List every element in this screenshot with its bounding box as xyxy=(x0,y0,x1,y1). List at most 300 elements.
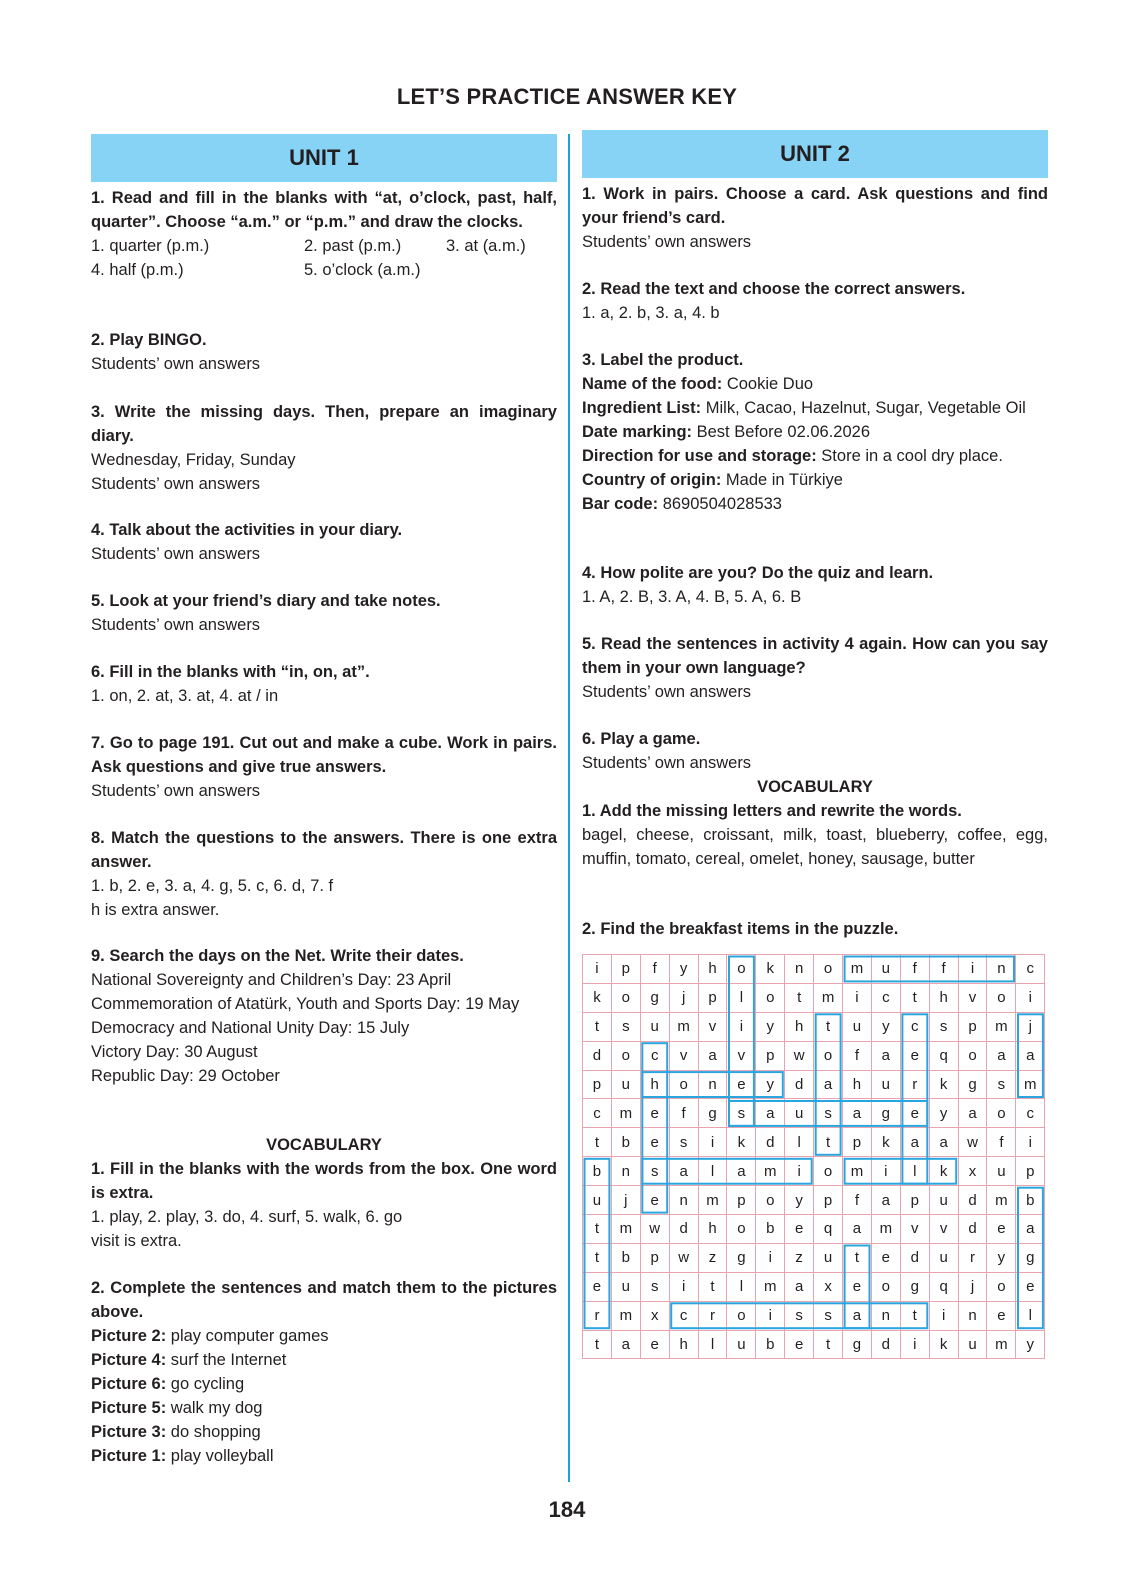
puzzle-cell: g xyxy=(900,1272,929,1301)
picture-line xyxy=(91,1396,557,1420)
puzzle-cell: e xyxy=(871,1243,900,1272)
puzzle-cell: h xyxy=(843,1070,872,1099)
puzzle-cell: o xyxy=(814,955,843,984)
answer-text: Students’ own answers xyxy=(91,355,261,373)
puzzle-cell: t xyxy=(843,1243,872,1272)
unit2-q2 xyxy=(582,277,1048,325)
highlight-bagel xyxy=(1018,1188,1043,1329)
puzzle-cell: k xyxy=(929,1070,958,1099)
puzzle-cell: l xyxy=(900,1157,929,1186)
puzzle-cell: y xyxy=(871,1012,900,1041)
page-title: LET’S PRACTICE ANSWER KEY xyxy=(396,84,738,109)
puzzle-cell: w xyxy=(958,1128,987,1157)
puzzle-cell: s xyxy=(727,1099,756,1128)
puzzle-cell: m xyxy=(611,1099,640,1128)
puzzle-cell: s xyxy=(814,1099,843,1128)
puzzle-cell: v xyxy=(929,1215,958,1244)
puzzle-cell: c xyxy=(1016,1099,1045,1128)
puzzle-cell: n xyxy=(987,955,1016,984)
puzzle-cell: j xyxy=(669,983,698,1012)
puzzle-cell: o xyxy=(958,1041,987,1070)
unit1-q7 xyxy=(91,731,557,803)
puzzle-cell: t xyxy=(814,1012,843,1041)
puzzle-cell: n xyxy=(669,1186,698,1215)
puzzle-cell: d xyxy=(669,1215,698,1244)
puzzle-cell: r xyxy=(900,1070,929,1099)
puzzle-cell: e xyxy=(640,1186,669,1215)
answer-text: Students’ own answers xyxy=(91,616,261,634)
puzzle-cell: g xyxy=(871,1099,900,1128)
puzzle-cell: e xyxy=(900,1099,929,1128)
puzzle-cell: b xyxy=(583,1157,612,1186)
unit1-q6 xyxy=(91,660,557,708)
puzzle-cell: c xyxy=(640,1041,669,1070)
puzzle-cell: p xyxy=(583,1070,612,1099)
puzzle-cell: u xyxy=(929,1243,958,1272)
puzzle-cell: s xyxy=(669,1128,698,1157)
puzzle-cell: t xyxy=(785,983,814,1012)
puzzle-cell: u xyxy=(727,1330,756,1359)
answer-item: 4. half (p.m.) xyxy=(91,261,184,279)
label-value: Cookie Duo xyxy=(722,375,814,393)
puzzle-cell: i xyxy=(756,1243,785,1272)
puzzle-cell: o xyxy=(727,1215,756,1244)
puzzle-cell: e xyxy=(640,1330,669,1359)
puzzle-cell: h xyxy=(669,1330,698,1359)
puzzle-cell: m xyxy=(756,1157,785,1186)
picture-label: Picture 3: xyxy=(91,1423,167,1441)
question-text: 4. How polite are you? Do the quiz and learn. xyxy=(582,564,934,582)
puzzle-cell: l xyxy=(727,1272,756,1301)
puzzle-cell: f xyxy=(843,1041,872,1070)
highlight-muffin xyxy=(845,957,1014,982)
puzzle-cell: p xyxy=(756,1041,785,1070)
puzzle-cell: a xyxy=(843,1301,872,1330)
puzzle-cell: i xyxy=(843,983,872,1012)
puzzle-cell: e xyxy=(640,1099,669,1128)
answer-item: 2. past (p.m.) xyxy=(304,237,402,255)
puzzle-cell: f xyxy=(929,955,958,984)
puzzle-cell: e xyxy=(785,1215,814,1244)
puzzle-cell: b xyxy=(611,1243,640,1272)
puzzle-cell: k xyxy=(929,1330,958,1359)
answer-text: Commemoration of Atatürk, Youth and Sports Day: 19 May xyxy=(91,995,520,1013)
puzzle-cell: f xyxy=(669,1099,698,1128)
highlight-croissant xyxy=(671,1303,927,1328)
unit2-q3 xyxy=(582,348,1048,516)
unit2-heading: UNIT 2 xyxy=(582,130,1048,178)
puzzle-cell: a xyxy=(1016,1041,1045,1070)
puzzle-cell: a xyxy=(1016,1215,1045,1244)
puzzle-cell: p xyxy=(900,1186,929,1215)
puzzle-cell: n xyxy=(871,1301,900,1330)
puzzle-cell: a xyxy=(611,1330,640,1359)
puzzle-cell: m xyxy=(611,1301,640,1330)
puzzle-cell: x xyxy=(640,1301,669,1330)
answer-text: Students’ own answers xyxy=(582,754,752,772)
puzzle-cell: j xyxy=(958,1272,987,1301)
question-text: 5. Read the sentences in activity 4 again. How can you say them in your own language? xyxy=(582,635,1048,677)
puzzle-cell: p xyxy=(1016,1157,1045,1186)
puzzle-cell: s xyxy=(929,1012,958,1041)
puzzle-cell: g xyxy=(698,1099,727,1128)
puzzle-cell: e xyxy=(583,1272,612,1301)
unit1-q8 xyxy=(91,826,557,922)
answer-text: 1. a, 2. b, 3. a, 4. b xyxy=(582,304,720,322)
puzzle-cell: i xyxy=(929,1301,958,1330)
label-value: Milk, Cacao, Hazelnut, Sugar, Vegetable Oil xyxy=(701,399,1026,417)
puzzle-cell: x xyxy=(814,1272,843,1301)
page-number: 184 xyxy=(548,1497,586,1522)
unit2-q4 xyxy=(582,561,1048,609)
puzzle-cell: u xyxy=(987,1157,1016,1186)
puzzle-cell: t xyxy=(814,1330,843,1359)
puzzle-cell: x xyxy=(958,1157,987,1186)
puzzle-cell: w xyxy=(669,1243,698,1272)
label-key: Name of the food: xyxy=(582,375,723,393)
puzzle-cell: u xyxy=(843,1012,872,1041)
puzzle-cell: a xyxy=(987,1041,1016,1070)
question-text: 7. Go to page 191. Cut out and make a cube. Work in pairs. Ask questions and give true answers. xyxy=(91,734,557,776)
puzzle-cell: d xyxy=(785,1070,814,1099)
puzzle-cell: l xyxy=(698,1157,727,1186)
puzzle-cell: b xyxy=(756,1215,785,1244)
unit1-q3 xyxy=(91,400,557,496)
puzzle-cell: w xyxy=(640,1215,669,1244)
picture-line xyxy=(91,1444,557,1468)
word-search-puzzle xyxy=(582,954,1048,1359)
picture-label: Picture 2: xyxy=(91,1327,167,1345)
answer-item: 1. quarter (p.m.) xyxy=(91,237,210,255)
label-line xyxy=(582,396,1048,420)
answer-text: 1. b, 2. e, 3. a, 4. g, 5. c, 6. d, 7. f xyxy=(91,877,334,895)
label-key: Bar code: xyxy=(582,495,659,513)
vocabulary-heading: VOCABULARY xyxy=(757,778,873,796)
puzzle-cell: b xyxy=(1016,1186,1045,1215)
question-text: 1. Fill in the blanks with the words from the box. One word is extra. xyxy=(91,1160,557,1202)
picture-answer: walk my dog xyxy=(166,1399,263,1417)
puzzle-cell: o xyxy=(727,1301,756,1330)
puzzle-cell: v xyxy=(669,1041,698,1070)
question-text: 9. Search the days on the Net. Write their dates. xyxy=(91,947,464,965)
question-text: 6. Fill in the blanks with “in, on, at”. xyxy=(91,663,370,681)
puzzle-cell: m xyxy=(669,1012,698,1041)
label-line xyxy=(582,420,1048,444)
puzzle-cell: s xyxy=(814,1301,843,1330)
puzzle-cell: u xyxy=(785,1099,814,1128)
unit1-q1 xyxy=(91,186,557,282)
puzzle-cell: d xyxy=(583,1041,612,1070)
puzzle-cell: s xyxy=(640,1272,669,1301)
answer-text: 1. on, 2. at, 3. at, 4. at / in xyxy=(91,687,279,705)
puzzle-cell: v xyxy=(900,1215,929,1244)
unit2-q5 xyxy=(582,632,1048,704)
puzzle-cell: m xyxy=(611,1215,640,1244)
puzzle-cell: o xyxy=(987,1272,1016,1301)
label-key: Ingredient List: xyxy=(582,399,702,417)
puzzle-cell: i xyxy=(900,1330,929,1359)
puzzle-cell: t xyxy=(583,1012,612,1041)
puzzle-cell: g xyxy=(958,1070,987,1099)
label-value: Made in Türkiye xyxy=(721,471,843,489)
puzzle-cell: a xyxy=(756,1099,785,1128)
label-key: Date marking: xyxy=(582,423,693,441)
puzzle-cell: e xyxy=(900,1041,929,1070)
puzzle-cell: c xyxy=(871,983,900,1012)
puzzle-cell: g xyxy=(727,1243,756,1272)
puzzle-cell: u xyxy=(640,1012,669,1041)
puzzle-cell: i xyxy=(785,1157,814,1186)
puzzle-cell: o xyxy=(814,1157,843,1186)
puzzle-cell: q xyxy=(929,1041,958,1070)
puzzle-cell: i xyxy=(669,1272,698,1301)
puzzle-cell: u xyxy=(871,955,900,984)
puzzle-cell: k xyxy=(929,1157,958,1186)
puzzle-cell: z xyxy=(785,1243,814,1272)
puzzle-cell: o xyxy=(756,983,785,1012)
puzzle-cell: k xyxy=(727,1128,756,1157)
puzzle-cell: a xyxy=(958,1099,987,1128)
puzzle-cell: n xyxy=(698,1070,727,1099)
puzzle-cell: l xyxy=(1016,1301,1045,1330)
puzzle-cell: o xyxy=(987,1099,1016,1128)
answer-text: Students’ own answers xyxy=(91,475,261,493)
puzzle-cell: a xyxy=(929,1128,958,1157)
puzzle-cell: t xyxy=(583,1128,612,1157)
picture-label: Picture 4: xyxy=(91,1351,167,1369)
question-text: 2. Find the breakfast items in the puzzle. xyxy=(582,920,899,938)
answer-text: Victory Day: 30 August xyxy=(91,1043,258,1061)
puzzle-cell: o xyxy=(669,1070,698,1099)
picture-answer: surf the Internet xyxy=(166,1351,287,1369)
puzzle-cell: t xyxy=(583,1243,612,1272)
puzzle-cell: u xyxy=(871,1070,900,1099)
unit1-q4 xyxy=(91,518,557,566)
puzzle-cell: t xyxy=(900,1301,929,1330)
puzzle-cell: a xyxy=(698,1041,727,1070)
column-divider xyxy=(568,134,570,1482)
unit1-q9 xyxy=(91,944,557,1088)
puzzle-cell: o xyxy=(987,983,1016,1012)
puzzle-cell: e xyxy=(785,1330,814,1359)
question-text: 3. Label the product. xyxy=(582,351,744,369)
answers-grid xyxy=(91,234,557,282)
puzzle-cell: v xyxy=(727,1041,756,1070)
puzzle-cell: s xyxy=(987,1070,1016,1099)
answer-text: Students’ own answers xyxy=(91,545,261,563)
picture-answer: do shopping xyxy=(166,1423,261,1441)
question-text: 5. Look at your friend’s diary and take notes. xyxy=(91,592,441,610)
puzzle-cell: b xyxy=(611,1128,640,1157)
unit2-vocabulary xyxy=(582,775,1048,871)
label-line xyxy=(582,492,1048,516)
label-value: 8690504028533 xyxy=(658,495,782,513)
picture-line xyxy=(91,1372,557,1396)
puzzle-cell: m xyxy=(1016,1070,1045,1099)
puzzle-cell: f xyxy=(843,1186,872,1215)
puzzle-cell: v xyxy=(958,983,987,1012)
label-line xyxy=(582,468,1048,492)
puzzle-cell: l xyxy=(785,1128,814,1157)
puzzle-cell: d xyxy=(958,1215,987,1244)
puzzle-cell: d xyxy=(900,1243,929,1272)
highlight-sausage xyxy=(729,1101,927,1126)
puzzle-cell: a xyxy=(814,1070,843,1099)
puzzle-cell: f xyxy=(987,1128,1016,1157)
puzzle-cell: p xyxy=(843,1128,872,1157)
question-text: 1. Work in pairs. Choose a card. Ask questions and find your friend’s card. xyxy=(582,185,1048,227)
puzzle-cell: i xyxy=(756,1301,785,1330)
answer-text: h is extra answer. xyxy=(91,901,220,919)
puzzle-cell: c xyxy=(900,1012,929,1041)
puzzle-cell: u xyxy=(814,1243,843,1272)
puzzle-cell: y xyxy=(785,1186,814,1215)
puzzle-cell: i xyxy=(958,955,987,984)
vocabulary-heading: VOCABULARY xyxy=(266,1136,382,1154)
puzzle-cell: g xyxy=(1016,1243,1045,1272)
answer-text: 1. A, 2. B, 3. A, 4. B, 5. A, 6. B xyxy=(582,588,802,606)
question-text: 1. Read and fill in the blanks with “at, o’clock, past, half, quarter”. Choose “a.m.” or “p.m.” and draw the clocks. xyxy=(91,189,557,231)
label-key: Country of origin: xyxy=(582,471,722,489)
puzzle-cell: m xyxy=(698,1186,727,1215)
picture-answer: go cycling xyxy=(166,1375,245,1393)
puzzle-cell: s xyxy=(640,1157,669,1186)
puzzle-cell: a xyxy=(900,1128,929,1157)
puzzle-cell: e xyxy=(640,1128,669,1157)
puzzle-cell: a xyxy=(843,1215,872,1244)
puzzle-cell: t xyxy=(900,983,929,1012)
puzzle-cell: h xyxy=(929,983,958,1012)
label-line xyxy=(582,444,1048,468)
puzzle-cell: y xyxy=(669,955,698,984)
puzzle-cell: i xyxy=(871,1157,900,1186)
puzzle-cell: k xyxy=(756,955,785,984)
puzzle-cell: r xyxy=(958,1243,987,1272)
puzzle-cell: v xyxy=(698,1012,727,1041)
puzzle-cell: d xyxy=(958,1186,987,1215)
highlight-cheese xyxy=(642,1043,667,1212)
puzzle-cell: m xyxy=(871,1215,900,1244)
puzzle-cell: k xyxy=(871,1128,900,1157)
puzzle-cell: f xyxy=(900,955,929,984)
puzzle-cell: p xyxy=(814,1186,843,1215)
puzzle-cell: q xyxy=(814,1215,843,1244)
question-text: 8. Match the questions to the answers. There is one extra answer. xyxy=(91,829,557,871)
highlight-toast xyxy=(816,1014,841,1155)
puzzle-cell: u xyxy=(958,1330,987,1359)
puzzle-cell: a xyxy=(785,1272,814,1301)
answer-text: Wednesday, Friday, Sunday xyxy=(91,451,296,469)
puzzle-cell: a xyxy=(843,1099,872,1128)
puzzle-cell: e xyxy=(727,1070,756,1099)
puzzle-cell: n xyxy=(958,1301,987,1330)
puzzle-cell: p xyxy=(611,955,640,984)
question-text: 2. Complete the sentences and match them to the pictures above. xyxy=(91,1279,557,1321)
puzzle-cell: p xyxy=(958,1012,987,1041)
puzzle-cell: u xyxy=(611,1070,640,1099)
label-value: Store in a cool dry place. xyxy=(816,447,1003,465)
puzzle-cell: t xyxy=(583,1215,612,1244)
puzzle-cell: n xyxy=(611,1157,640,1186)
puzzle-cell: t xyxy=(583,1330,612,1359)
puzzle-cell: m xyxy=(987,1186,1016,1215)
puzzle-cell: e xyxy=(987,1301,1016,1330)
label-key: Direction for use and storage: xyxy=(582,447,817,465)
puzzle-cell: i xyxy=(1016,983,1045,1012)
puzzle-cell: t xyxy=(698,1272,727,1301)
highlight-milk xyxy=(845,1159,957,1184)
answer-text: Students’ own answers xyxy=(91,782,261,800)
answer-text: visit is extra. xyxy=(91,1232,182,1250)
unit1-q2 xyxy=(91,328,557,376)
puzzle-cell: a xyxy=(871,1041,900,1070)
puzzle-cell: y xyxy=(756,1012,785,1041)
answer-item: 5. o’clock (a.m.) xyxy=(304,261,421,279)
puzzle-cell: y xyxy=(1016,1330,1045,1359)
unit1-vocabulary xyxy=(91,1133,557,1253)
puzzle-cell: d xyxy=(756,1128,785,1157)
puzzle-cell: a xyxy=(871,1186,900,1215)
question-text: 6. Play a game. xyxy=(582,730,701,748)
puzzle-cell: p xyxy=(640,1243,669,1272)
puzzle-cell: s xyxy=(785,1301,814,1330)
puzzle-cell: t xyxy=(814,1128,843,1157)
picture-line xyxy=(91,1348,557,1372)
unit2-vocab-q2 xyxy=(582,917,1048,941)
puzzle-cell: m xyxy=(814,983,843,1012)
puzzle-cell: u xyxy=(929,1186,958,1215)
highlight-jam xyxy=(1018,1014,1043,1097)
highlight-butter xyxy=(585,1159,610,1328)
puzzle-cell: c xyxy=(1016,955,1045,984)
question-text: 3. Write the missing days. Then, prepare an imaginary diary. xyxy=(91,403,557,445)
puzzle-cell: y xyxy=(987,1243,1016,1272)
puzzle-cell: d xyxy=(871,1330,900,1359)
highlight-tea xyxy=(845,1246,870,1329)
picture-label: Picture 1: xyxy=(91,1447,167,1465)
unit1-heading: UNIT 1 xyxy=(91,134,557,182)
puzzle-cell: o xyxy=(756,1186,785,1215)
question-text: 2. Read the text and choose the correct answers. xyxy=(582,280,966,298)
puzzle-cell: i xyxy=(583,955,612,984)
puzzle-cell: s xyxy=(611,1012,640,1041)
puzzle-cell: m xyxy=(987,1330,1016,1359)
puzzle-cell: u xyxy=(611,1272,640,1301)
puzzle-cell: e xyxy=(1016,1272,1045,1301)
unit2-q6 xyxy=(582,727,1048,775)
puzzle-cell: j xyxy=(1016,1012,1045,1041)
puzzle-cell: p xyxy=(727,1186,756,1215)
label-value: Best Before 02.06.2026 xyxy=(692,423,870,441)
puzzle-cell: o xyxy=(727,955,756,984)
label-line xyxy=(582,372,1048,396)
answer-text: Students’ own answers xyxy=(582,233,752,251)
puzzle-cell: y xyxy=(756,1070,785,1099)
puzzle-cell: b xyxy=(756,1330,785,1359)
answer-text: Democracy and National Unity Day: 15 July xyxy=(91,1019,410,1037)
puzzle-cell: o xyxy=(871,1272,900,1301)
answer-item: 3. at (a.m.) xyxy=(446,237,526,255)
puzzle-cell: z xyxy=(698,1243,727,1272)
unit1-q5 xyxy=(91,589,557,637)
puzzle-cell: n xyxy=(785,955,814,984)
answer-text: 1. play, 2. play, 3. do, 4. surf, 5. walk, 6. go xyxy=(91,1208,403,1226)
puzzle-cell: c xyxy=(583,1099,612,1128)
picture-answer: play volleyball xyxy=(166,1447,274,1465)
puzzle-cell: e xyxy=(843,1272,872,1301)
answer-text: Students’ own answers xyxy=(582,683,752,701)
puzzle-cell: h xyxy=(640,1070,669,1099)
